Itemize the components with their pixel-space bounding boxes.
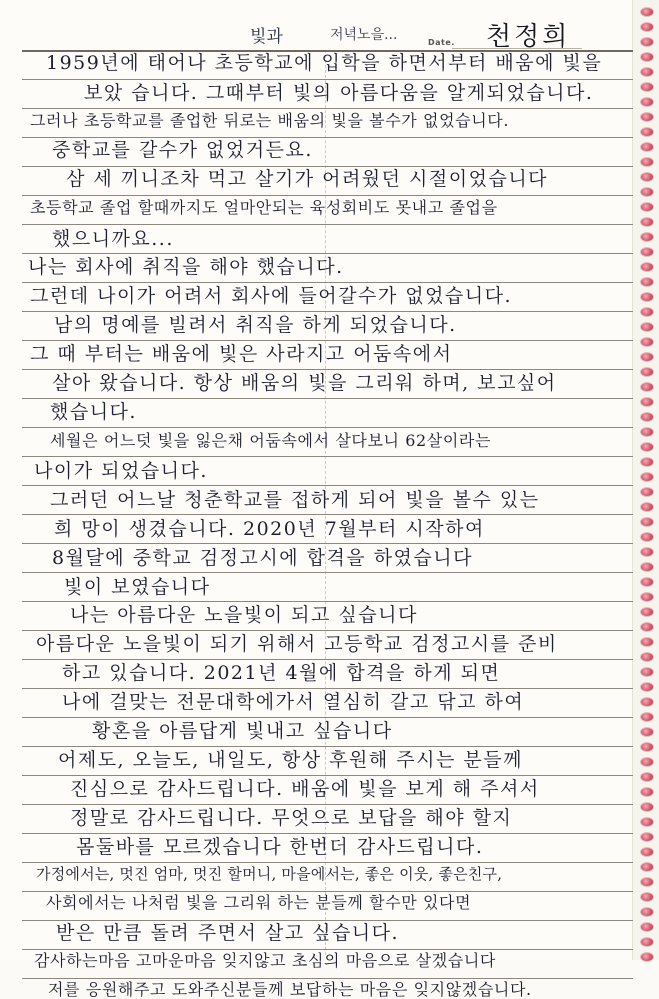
binding-ring <box>641 698 653 706</box>
binding-ring <box>641 143 653 151</box>
ruled-line <box>22 949 633 950</box>
essay-line: 그런데 나이가 어려서 회사에 들어갈수가 없었습니다. <box>30 285 513 307</box>
binding-ring <box>641 233 653 241</box>
page-header <box>0 18 633 52</box>
ruled-line <box>22 369 633 370</box>
binding-ring <box>641 683 653 691</box>
binding-ring <box>641 458 653 466</box>
binding-ring <box>641 338 653 346</box>
ruled-line <box>22 137 633 138</box>
binding-ring <box>641 248 653 256</box>
binding-ring <box>641 113 653 121</box>
binding-ring <box>641 908 653 916</box>
ruled-line <box>22 79 633 80</box>
binding-ring <box>641 68 653 76</box>
essay-line: 살아 왔습니다. 항상 배움의 빛을 그리워 하며, 보고싶어 <box>52 372 557 394</box>
binding-ring <box>641 218 653 226</box>
binding-ring <box>641 758 653 766</box>
essay-line: 보았 습니다. 그때부터 빛의 아름다움을 알게되었습니다. <box>84 82 594 104</box>
ruled-line <box>22 659 633 660</box>
ruled-line <box>22 630 633 631</box>
spiral-binding <box>632 0 659 960</box>
ruled-line <box>22 427 633 428</box>
binding-ring <box>641 848 653 856</box>
binding-ring <box>641 503 653 511</box>
essay-line: 몸둘바를 모르겠습니다 한번더 감사드립니다. <box>76 836 484 858</box>
essay-line: 그러던 어느날 청춘학교를 접하게 되어 빛을 볼수 있는 <box>50 489 540 511</box>
binding-ring <box>641 128 653 136</box>
binding-ring <box>641 563 653 571</box>
binding-ring <box>641 308 653 316</box>
binding-ring <box>641 173 653 181</box>
ruled-line <box>22 891 633 892</box>
ruled-line <box>22 717 633 718</box>
binding-ring <box>641 413 653 421</box>
binding-ring <box>641 728 653 736</box>
essay-line: 하고 있습니다. 2021년 4월에 합격을 하게 되면 <box>62 662 501 684</box>
ruled-line <box>22 862 633 863</box>
binding-ring <box>641 668 653 676</box>
essay-line: 황혼을 아름답게 빛내고 싶습니다 <box>92 720 393 742</box>
binding-ring <box>641 353 653 361</box>
ruled-line <box>22 340 633 341</box>
ruled-line <box>22 572 633 573</box>
binding-ring <box>641 443 653 451</box>
essay-line: 중학교를 갈수가 없었거든요. <box>52 139 313 161</box>
binding-ring <box>641 803 653 811</box>
essay-line: 나는 회사에 취직을 해야 했습니다. <box>28 256 344 278</box>
binding-ring <box>641 38 653 46</box>
ruled-line <box>22 688 633 689</box>
ruled-line <box>22 746 633 747</box>
binding-ring <box>641 533 653 541</box>
binding-ring <box>641 548 653 556</box>
essay-line: 1959년에 태어나 초등학교에 입학을 하면서부터 배움에 빛을 <box>46 52 603 74</box>
binding-ring <box>641 953 653 961</box>
binding-ring <box>641 188 653 196</box>
essay-line: 그러나 초등학교를 졸업한 뒤로는 배움의 빛을 볼수가 없었습니다. <box>30 111 509 130</box>
binding-ring <box>641 893 653 901</box>
ruled-line <box>22 514 633 515</box>
essay-line: 받은 만큼 돌려 주면서 살고 싶습니다. <box>56 922 400 944</box>
essay-line: 나에 걸맞는 전문대학에가서 열심히 갈고 닦고 하여 <box>62 691 525 713</box>
essay-line: 초등학교 졸업 할때까지도 얼마안되는 육성회비도 못내고 졸업을 <box>30 198 498 217</box>
ruled-line <box>22 601 633 602</box>
ruled-line <box>22 311 633 312</box>
binding-ring <box>641 98 653 106</box>
essay-line: 정말로 감사드립니다. 무엇으로 보답을 해야 할지 <box>70 807 513 829</box>
binding-ring <box>641 203 653 211</box>
binding-ring <box>641 8 653 16</box>
binding-ring <box>641 263 653 271</box>
binding-ring <box>641 293 653 301</box>
binding-ring <box>641 578 653 586</box>
ruled-line <box>22 398 633 399</box>
binding-ring <box>641 623 653 631</box>
ruled-line <box>22 224 633 225</box>
binding-ring <box>641 398 653 406</box>
essay-line: 했습니다. <box>50 401 137 423</box>
binding-ring <box>641 518 653 526</box>
binding-ring <box>641 638 653 646</box>
essay-line: 삼 세 끼니조차 먹고 살기가 어려웠던 시절이었습니다 <box>66 168 549 190</box>
binding-ring <box>641 428 653 436</box>
essay-line: 저를 응원해주고 도와주신분들께 보답하는 마음은 잊지않겠습니다. <box>48 980 532 999</box>
binding-ring <box>641 323 653 331</box>
binding-ring <box>641 158 653 166</box>
essay-line: 어제도, 오늘도, 내일도, 항상 후원해 주시는 분들께 <box>58 749 523 771</box>
ruled-line <box>22 166 633 167</box>
essay-line: 아름다운 노을빛이 되기 위해서 고등학교 검정고시를 준비 <box>36 633 558 655</box>
date-label: Date. <box>428 38 455 47</box>
ruled-line <box>22 775 633 776</box>
essay-line: 감사하는마음 고마운마음 잊지않고 초심의 마음으로 살겠습니다 <box>34 951 496 970</box>
binding-ring <box>641 863 653 871</box>
binding-ring <box>641 278 653 286</box>
essay-line: 가정에서는, 멋진 엄마, 멋진 할머니, 마을에서는, 좋은 이웃, 좋은친구, <box>36 865 503 883</box>
essay-line: 그 때 부터는 배움에 빛은 사라지고 어둠속에서 <box>30 343 453 365</box>
binding-ring <box>641 593 653 601</box>
binding-ring <box>641 818 653 826</box>
essay-line: 빛이 보였습니다 <box>64 576 211 598</box>
ruled-line <box>22 543 633 544</box>
ruled-line <box>22 195 633 196</box>
ruled-line <box>22 833 633 834</box>
ruled-line <box>22 456 633 457</box>
binding-ring <box>641 743 653 751</box>
essay-line: 했으니까요... <box>52 228 174 250</box>
essay-line: 8월달에 중학교 검정고시에 합격을 하였습니다 <box>52 547 473 569</box>
binding-ring <box>641 653 653 661</box>
binding-ring <box>641 473 653 481</box>
essay-line: 희 망이 생겼습니다. 2020년 7월부터 시작하여 <box>54 518 485 540</box>
binding-ring <box>641 833 653 841</box>
essay-line: 나이가 되었습니다. <box>34 460 208 482</box>
binding-ring <box>641 383 653 391</box>
binding-ring <box>641 938 653 946</box>
ruled-line <box>22 253 633 254</box>
binding-ring <box>641 53 653 61</box>
ruled-line <box>22 485 633 486</box>
binding-ring <box>641 923 653 931</box>
ruled-line <box>22 108 633 109</box>
ruled-line <box>22 282 633 283</box>
page-subtitle: 저녁노을... <box>330 27 398 43</box>
binding-ring <box>641 773 653 781</box>
essay-line: 나는 아름다운 노을빛이 되고 싶습니다 <box>70 604 418 626</box>
essay-line: 사회에서는 나처럼 빛을 그리워 하는 분들께 할수만 있다면 <box>46 893 472 912</box>
essay-line: 진심으로 감사드립니다. 배움에 빛을 보게 해 주셔서 <box>70 778 540 800</box>
ruled-line <box>22 920 633 921</box>
ruled-line <box>22 978 633 979</box>
page-title: 빛과 <box>250 27 283 47</box>
essay-line: 남의 명예를 빌려서 취직을 하게 되었습니다. <box>54 314 457 336</box>
binding-ring <box>641 713 653 721</box>
binding-ring <box>641 878 653 886</box>
author-name: 천정희 <box>486 22 571 52</box>
ruled-line <box>22 804 633 805</box>
essay-line: 세월은 어느덧 빛을 잃은채 어둠속에서 살다보니 62살이라는 <box>50 431 492 450</box>
binding-ring <box>641 788 653 796</box>
binding-ring <box>641 608 653 616</box>
binding-ring <box>641 488 653 496</box>
binding-ring <box>641 23 653 31</box>
binding-ring <box>641 83 653 91</box>
binding-ring <box>641 368 653 376</box>
